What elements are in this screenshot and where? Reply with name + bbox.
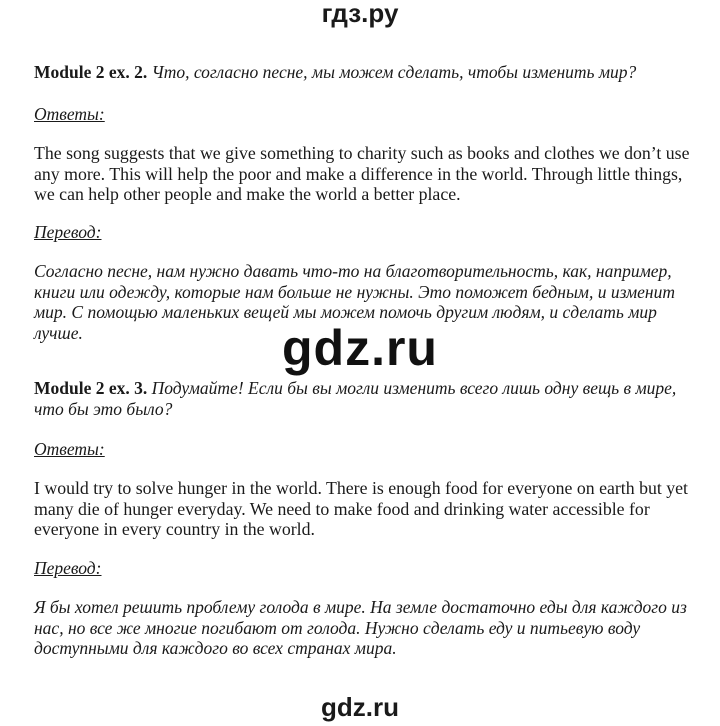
answer-paragraph [34,478,699,540]
translation-text: Я бы хотел решить проблему голода в мире. На земле достаточно еды для каждого из нас, но все же многие погибают от голода. Нужно сделать еду и питьевую воду доступными для каждого во всех странах мира. [34,597,687,659]
exercise-3-task [34,378,699,419]
answers-label [34,104,694,125]
translation-label [34,558,694,579]
answers-label-text: Ответы: [34,439,105,459]
translation-label [34,222,694,243]
exercise-module-label: Module 2 ex. 2. [34,62,148,82]
translation-label-text: Перевод: [34,222,102,242]
answer-text: The song suggests that we give something to charity such as books and clothes we don’t use any more. This will help the poor and make a difference in the world. Through little things, we can help other people and make the world a better place. [34,143,690,205]
answer-paragraph [34,143,699,205]
answer-text: I would try to solve hunger in the world. There is enough food for everyone on earth but yet many die of hunger everyday. We need to make food and drinking water accessible for everyone in every country in the world. [34,478,688,540]
answers-label-text: Ответы: [34,104,105,124]
watermark: gdz.ru [282,320,438,376]
exercise-2-task [34,62,694,83]
exercise-question: Подумайте! Если бы вы могли изменить всего лишь одну вещь в мире, что бы это было? [34,378,677,419]
answers-label [34,439,694,460]
site-footer-logo: gdz.ru [321,692,399,722]
exercise-question: Что, согласно песне, мы можем сделать, чтобы изменить мир? [151,62,637,82]
exercise-module-label: Module 2 ex. 3. [34,378,148,398]
translation-text: Согласно песне, нам нужно давать что-то на благотворительность, как, например, книги или одежду, которые нам больше не нужны. Это поможет бедным, и изменит мир. С помощью маленьких вещей мы можем помочь другим людям, и сделать мир лучше. [34,261,675,343]
translation-paragraph [34,597,699,659]
site-header-logo: гдз.ру [321,0,399,28]
translation-label-text: Перевод: [34,558,102,578]
